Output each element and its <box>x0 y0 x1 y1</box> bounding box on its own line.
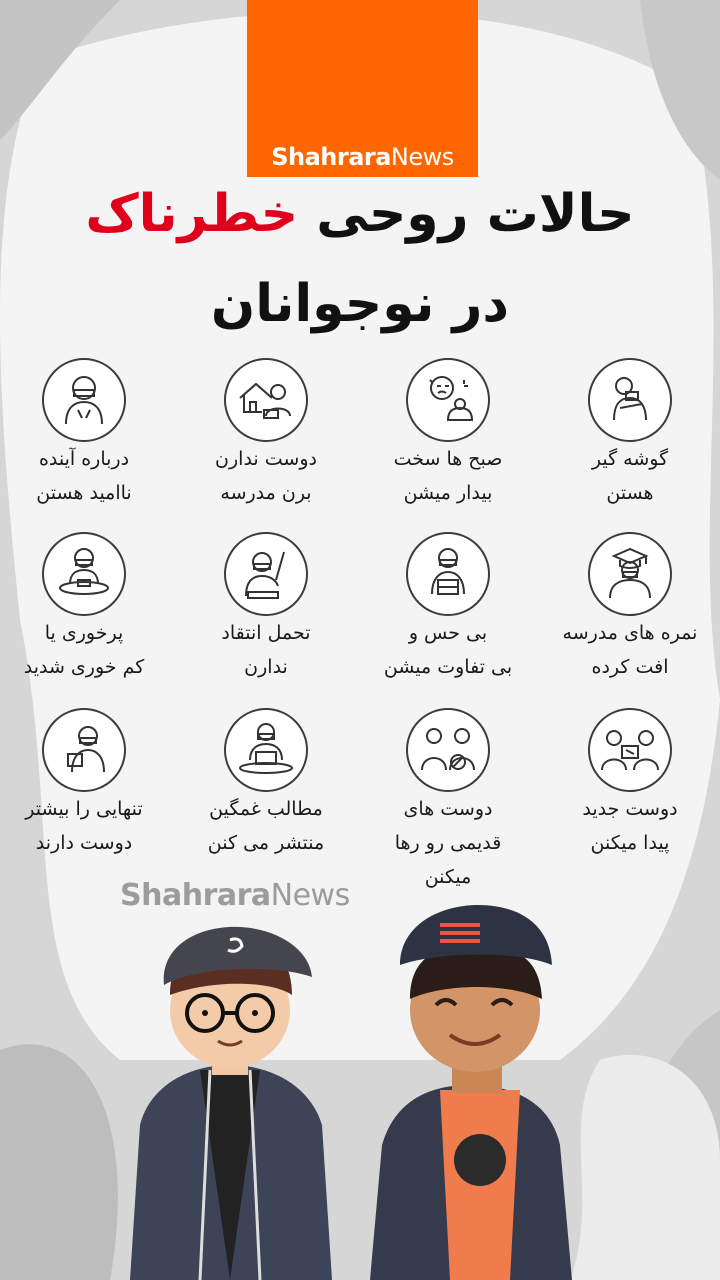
symptom-label: صبح ها سخت بیدار میشن <box>393 448 503 504</box>
symptom-label: مطالب غمگین منتشر می کنن <box>207 798 325 854</box>
symptom-label: دوست ندارن برن مدرسه <box>215 448 317 504</box>
tired-sleepy-icon <box>406 358 490 442</box>
symptom-label: تحمل انتقاد ندارن <box>221 622 311 678</box>
raised-hand-icon <box>224 532 308 616</box>
person-with-box-icon <box>406 532 490 616</box>
hugging-knees-icon <box>588 358 672 442</box>
page-title-line-2: در نوجوانان <box>210 274 510 334</box>
symptom-label: پرخوری یا کم خوری شدید <box>23 622 145 678</box>
symptom-label: درباره آینده ناامید هستن <box>36 448 132 504</box>
boys-illustration <box>100 895 600 1280</box>
lonely-person-icon <box>42 708 126 792</box>
friends-blocked-icon <box>406 708 490 792</box>
symptom-label: بی حس و بی تفاوت میشن <box>383 622 513 678</box>
graduation-cap-icon <box>588 532 672 616</box>
page-title-line-1 <box>0 182 720 246</box>
right-boy <box>370 905 572 1280</box>
sad-masked-person-icon <box>42 358 126 442</box>
brand-logo-bar <box>247 0 478 177</box>
laptop-user-icon <box>224 708 308 792</box>
home-laptop-icon <box>224 358 308 442</box>
watermark-logo: ShahraraNews <box>120 878 350 913</box>
symptom-label: دوست جدید پیدا میکنن <box>582 798 678 854</box>
eating-at-table-icon <box>42 532 126 616</box>
symptom-label: گوشه گیر هستن <box>591 448 669 504</box>
meeting-new-friend-icon <box>588 708 672 792</box>
symptom-label: دوست های قدیمی رو رها میکنن <box>394 798 502 888</box>
title-text: حالات روحی <box>316 184 635 244</box>
brand-logo: ShahraraNews <box>271 143 454 171</box>
title-accent: خطرناک <box>85 184 299 244</box>
left-boy <box>130 927 332 1280</box>
symptom-label: تنهایی را بیشتر دوست دارند <box>25 798 143 854</box>
symptom-label: نمره های مدرسه افت کرده <box>562 622 698 678</box>
